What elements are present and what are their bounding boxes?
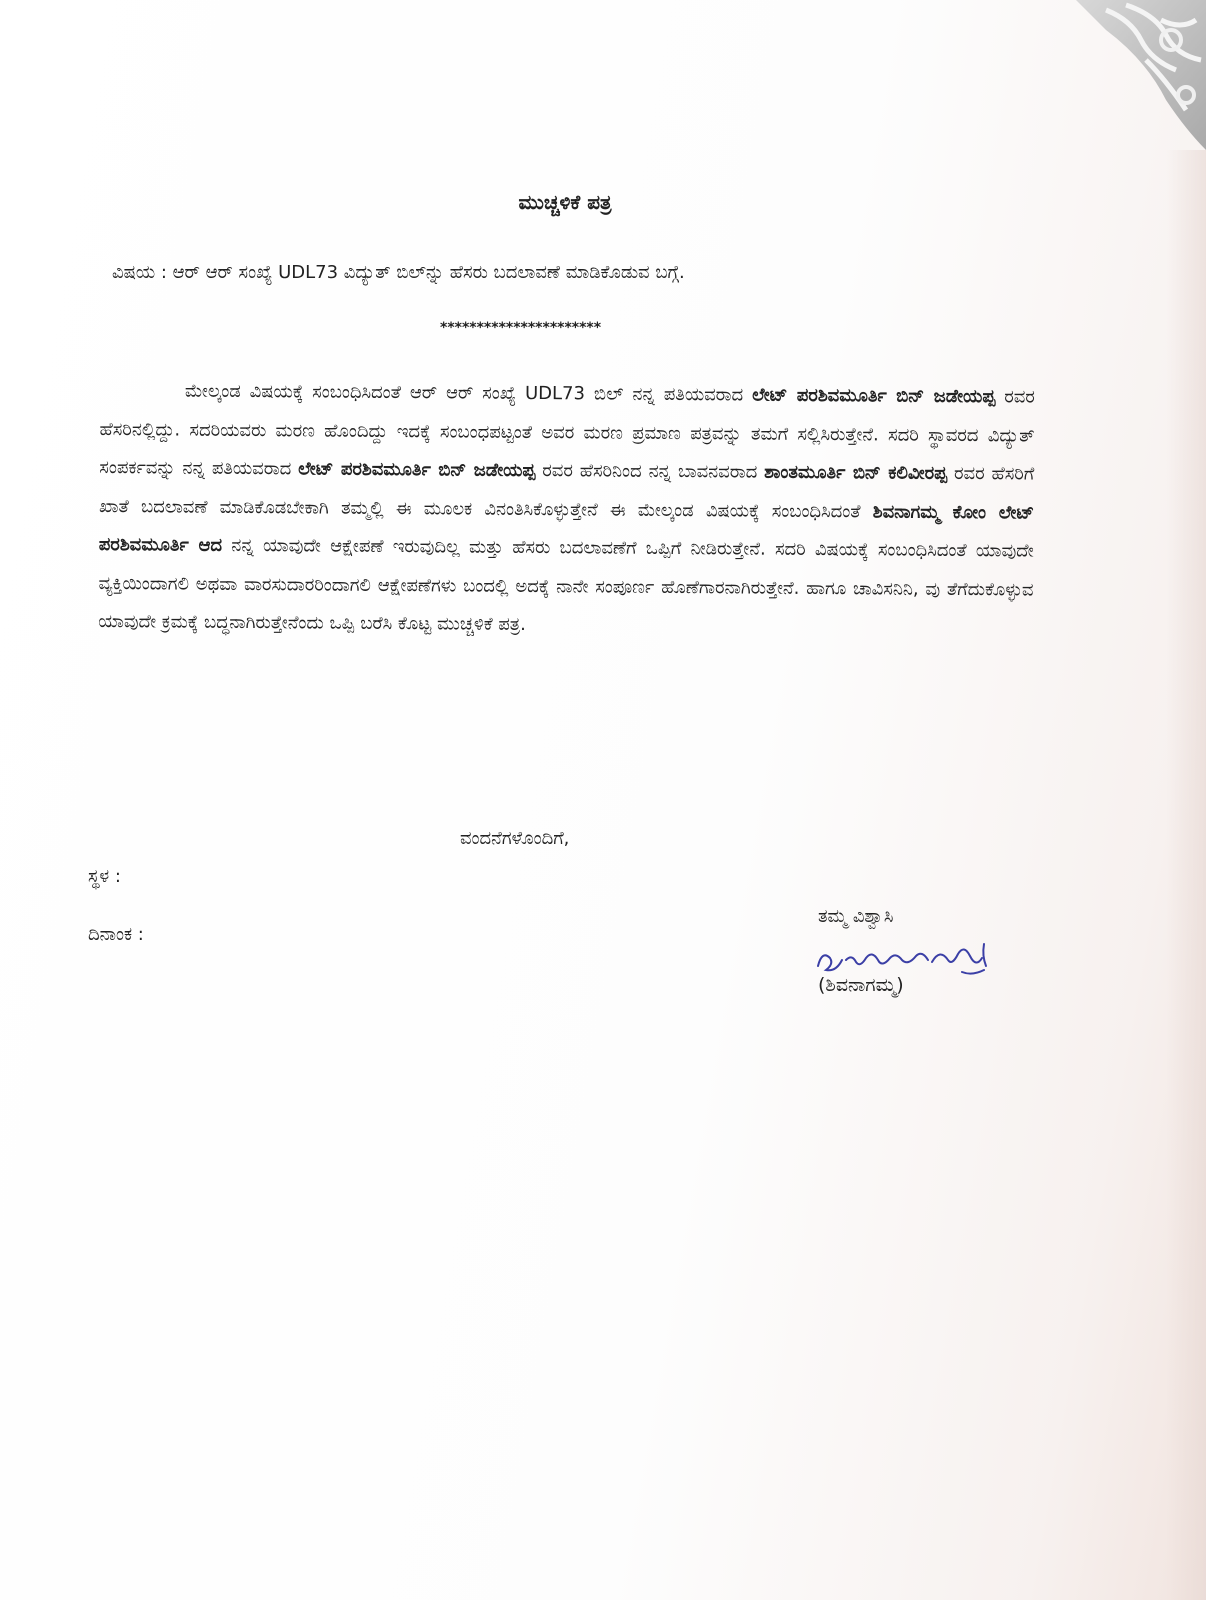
body-text: ಮೇಲ್ಕಂಡ ವಿಷಯಕ್ಕೆ ಸಂಬಂಧಿಸಿದಂತೆ ಆರ್ ಆರ್ ಸಂಖ್ಯೆ UDL73 ಬಿಲ್ ನನ್ನ ಪತಿಯವರಾದ (184, 380, 753, 406)
page-edge-shadow (1166, 150, 1206, 1600)
body-text: ರವರ ಹೆಸರಿನಿಂದ ನನ್ನ ಬಾವನವರಾದ (535, 460, 765, 483)
yours-faithfully: ತಮ್ಮ ವಿಶ್ವಾಸಿ (818, 906, 894, 927)
closing-salutation: ವಂದನೆಗಳೊಂದಿಗೆ, (460, 828, 570, 849)
place-label: ಸ್ಥಳ : (88, 866, 121, 887)
body-text: ರವರ ಹೆಸರಿನಲ್ಲಿದ್ದು. ಸದರಿಯವರು ಮರಣ ಹೊಂದಿದ್ದು ಇದಕ್ಕೆ ಸಂಬಂಧಪಟ್ಟಂತೆ ಅವರ ಮರಣ ಪ್ರಮಾಣ ಪತ್ರವನ್ನು ತಮಗೆ ಸಲ್ಲಿಸಿರುತ್ತೇನೆ. ಸದರಿ ಸ್ಥಾವರದ ವಿದ್ಯುತ್ ಸಂಪರ್ಕವನ್ನು ನನ್ನ ಪತಿಯವರಾದ (99, 386, 1035, 480)
body-paragraph (98, 372, 1035, 648)
date-label: ದಿನಾಂಕ : (88, 924, 144, 945)
body-bold-name: ಲೇಟ್ ಪರಶಿವಮೂರ್ತಿ ಬಿನ್ ಜಡೇಯಪ್ಪ (298, 458, 536, 482)
body-text: ರವರ ಹೆಸರಿಗೆ ಖಾತೆ ಬದಲಾವಣೆ ಮಾಡಿಕೊಡಬೇಕಾಗಿ ತಮ್ಮಲ್ಲಿ ಈ ಮೂಲಕ ವಿನಂತಿಸಿಕೊಳ್ಳುತ್ತೇನೆ ಈ ಮೇಲ್ಕಂಡ ವಿಷಯಕ್ಕೆ ಸಂಬಂಧಿಸಿದಂತೆ (98, 462, 1035, 522)
signatory-name: (ಶಿವನಾಗಮ್ಮ) (818, 974, 904, 996)
document-title: ಮುಚ್ಚಳಿಕೆ ಪತ್ರ (518, 190, 612, 214)
body-bold-name: ಲೇಟ್ ಪರಶಿವಮೂರ್ತಿ ಬಿನ್ ಜಡೇಯಪ್ಪ (752, 384, 996, 408)
body-bold-name: ಶಾಂತಮೂರ್ತಿ ಬಿನ್ ಕಲಿವೀರಪ್ಪ (764, 461, 948, 484)
lace-corner-decoration (1036, 0, 1206, 150)
body-bold-name: ಶಿವನಾಗಮ್ಮ ಕೋಂ ಲೇಟ್ ಪರಶಿವಮೂರ್ತಿ ಆದ (98, 500, 1035, 556)
body-text: ನನ್ನ ಯಾವುದೇ ಆಕ್ಷೇಪಣೆ ಇರುವುದಿಲ್ಲ ಮತ್ತು ಹೆಸರು ಬದಲಾವಣೆಗೆ ಒಪ್ಪಿಗೆ ನೀಡಿರುತ್ತೇನೆ. ಸದರಿ ವಿಷಯಕ್ಕೆ ಸಂಬಂಧಿಸಿದಂತೆ ಯಾವುದೇ ವ್ಯಕ್ತಿಯಿಂದಾಗಲಿ ಅಥವಾ ವಾರಸುದಾರರಿಂದಾಗಲಿ ಆಕ್ಷೇಪಣೆಗಳು ಬಂದಲ್ಲಿ ಅದಕ್ಕೆ ನಾನೇ ಸಂಪೂರ್ಣ ಹೊಣೆಗಾರನಾಗಿರುತ್ತೇನೆ. ಹಾಗೂ ಚಾವಿಸನಿನಿ, ವು ತೆಗೆದುಕೊಳ್ಳುವ ಯಾವುದೇ ಕ್ರಮಕ್ಕೆ ಬದ್ಧನಾಗಿರುತ್ತೇನೆಂದು ಒಪ್ಪಿ ಬರೆಸಿ ಕೊಟ್ಟ ಮುಚ್ಚಳಿಕೆ ಪತ್ರ. (98, 534, 1034, 635)
separator: ********************** (440, 320, 602, 336)
subject-line: ವಿಷಯ : ಆರ್ ಆರ್ ಸಂಖ್ಯೆ UDL73 ವಿದ್ಯುತ್ ಬಿಲ್‌ನ್ನು ಹೆಸರು ಬದಲಾವಣೆ ಮಾಡಿಕೊಡುವ ಬಗ್ಗೆ. (112, 262, 685, 283)
